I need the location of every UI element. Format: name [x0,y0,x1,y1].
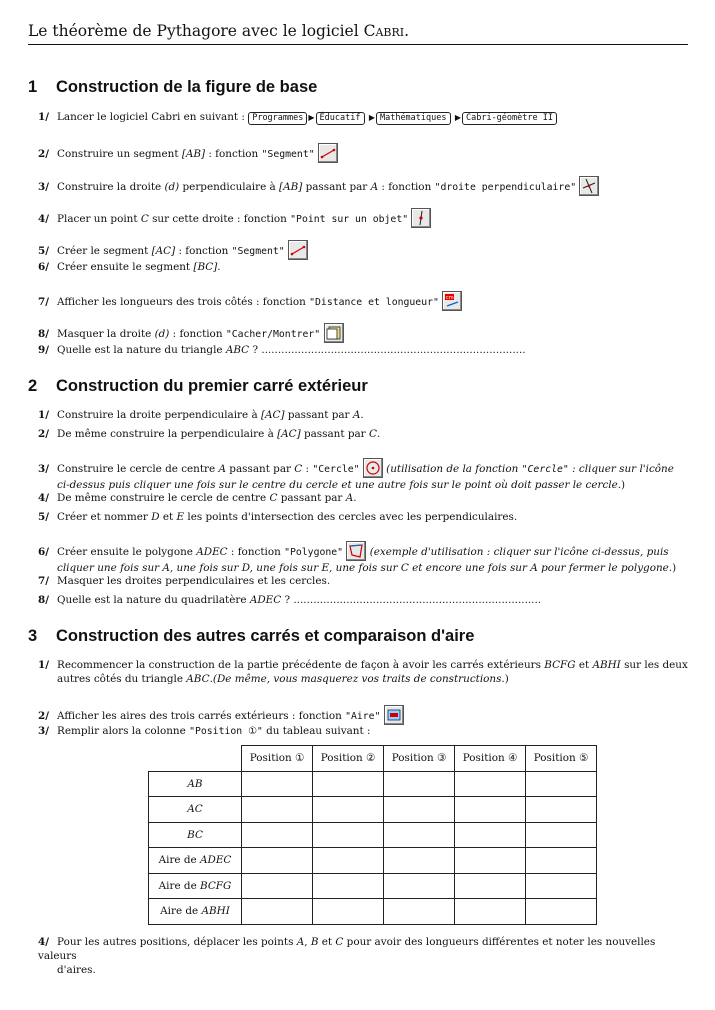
svg-text:cm: cm [446,295,454,301]
column-header: Position ⑤ [526,746,597,772]
row-label: BC [149,822,242,848]
table-cell[interactable] [384,822,455,848]
table-cell[interactable] [384,771,455,797]
row-label: Aire de ABHI [149,899,242,925]
table-cell[interactable] [384,797,455,823]
table-cell[interactable] [313,822,384,848]
table-cell[interactable] [455,848,526,874]
polygon-icon [346,541,366,561]
s1-item-2: 2/ Construire un segment [AB] : fonction "Segment" [38,143,688,163]
s1-item-9: 9/ Quelle est la nature du triangle ABC ? ................................................................................ [38,344,526,356]
s2-item-1: 1/ Construire la droite perpendiculaire à [AC] passant par A. [38,409,364,421]
section-2-title: 2 Construction du premier carré extérieur [28,377,368,395]
table-cell[interactable] [455,899,526,925]
table-cell[interactable] [313,873,384,899]
table-cell[interactable] [384,873,455,899]
table-cell[interactable] [242,873,313,899]
distance-length-icon [442,291,462,311]
column-header: Position ① [242,746,313,772]
section-3-title: 3 Construction des autres carrés et comparaison d'aire [28,627,475,645]
s1-item-5: 5/ Créer le segment [AC] : fonction "Segment" [38,240,688,260]
table-cell[interactable] [455,797,526,823]
table-cell[interactable] [242,822,313,848]
table-cell[interactable] [455,873,526,899]
table-cell[interactable] [526,899,597,925]
s2-item-3: 3/ Construire le cercle de centre A passant par C : "Cercle" (utilisation de la fonction "Cercle" : cliquer sur l'icône ci-dessus puis cliquer une fois sur le centre du cercle et une autre fois sur le point où doit passer le cercle.) [38,458,688,492]
s1-item-1: 1/ Lancer le logiciel Cabri en suivant : Programmes ▶ Éducatif ▶ Mathématiques ▶ Cabri-géomètre II [38,110,688,125]
section-1-title: 1 Construction de la figure de base [28,78,318,96]
column-header: Position ④ [455,746,526,772]
table-cell[interactable] [242,771,313,797]
results-table [148,745,597,925]
table-cell[interactable] [526,873,597,899]
table-cell[interactable] [526,797,597,823]
row-label: Aire de BCFG [149,873,242,899]
table-cell[interactable] [313,848,384,874]
table-cell[interactable] [313,797,384,823]
table-row [149,848,597,874]
table-cell[interactable] [242,848,313,874]
s1-item-4: 4/ Placer un point C sur cette droite : fonction "Point sur un objet" [38,208,688,228]
s2-item-6: 6/ Créer ensuite le polygone ADEC : fonction "Polygone" (exemple d'utilisation : cliquer sur l'icône ci-dessus, puis cliquer une fois sur A, une fois sur D, une fois sur E, une fois sur C et encore une fois sur A pour fermer le polygone.) [38,541,688,575]
s1-item-7: 7/ Afficher les longueurs des trois côtés : fonction "Distance et longueur" cm [38,291,688,311]
s2-item-5: 5/ Créer et nommer D et E les points d'intersection des cercles avec les perpendiculaires. [38,511,518,523]
table-cell[interactable] [455,822,526,848]
segment-icon [318,143,338,163]
perpendicular-line-icon [579,176,599,196]
point-on-object-icon [411,208,431,228]
row-label: AC [149,797,242,823]
table-cell[interactable] [242,797,313,823]
s1-item-3: 3/ Construire la droite (d) perpendiculaire à [AB] passant par A : fonction "droite perpendiculaire" [38,176,688,196]
menu-mathematiques: Mathématiques [376,112,451,125]
s3-item-3: 3/ Remplir alors la colonne "Position ①" du tableau suivant : [38,725,371,737]
table-cell[interactable] [313,899,384,925]
s1-item-8: 8/ Masquer la droite (d) : fonction "Cacher/Montrer" [38,323,688,343]
page-header: Le théorème de Pythagore avec le logiciel Cabri. [28,22,688,45]
table-cell[interactable] [384,848,455,874]
area-icon [384,705,404,725]
table-cell[interactable] [526,822,597,848]
row-label: AB [149,771,242,797]
menu-educatif: Éducatif [316,112,365,125]
segment-icon [288,240,308,260]
table-row [149,771,597,797]
cabri-name: Cabri [363,22,405,40]
s2-item-2: 2/ De même construire la perpendiculaire à [AC] passant par C. [38,428,381,440]
table-row [149,797,597,823]
circle-icon [363,458,383,478]
table-cell[interactable] [455,771,526,797]
s3-item-1: 1/ Recommencer la construction de la partie précédente de façon à avoir les carrés extérieurs BCFG et ABHI sur les deux autres côtés du triangle ABC.(De même, vous masquerez vos traits de constructions.) [38,659,688,685]
table-header-row [149,746,597,772]
table-row [149,873,597,899]
hide-show-icon [324,323,344,343]
column-header: Position ② [313,746,384,772]
table-cell[interactable] [313,771,384,797]
table-cell[interactable] [526,848,597,874]
s3-item-2: 2/ Afficher les aires des trois carrés extérieurs : fonction "Aire" [38,705,688,725]
column-header: Position ③ [384,746,455,772]
menu-cabri-geometre: Cabri-géomètre II [462,112,557,125]
s2-item-7: 7/ Masquer les droites perpendiculaires et les cercles. [38,575,331,587]
s1-item-6: 6/ Créer ensuite le segment [BC]. [38,261,221,273]
table-row [149,899,597,925]
s2-item-8: 8/ Quelle est la nature du quadrilatère ADEC ? ........................................................................... [38,594,542,606]
table-row [149,822,597,848]
table-cell[interactable] [242,899,313,925]
s2-item-4: 4/ De même construire le cercle de centre C passant par A. [38,492,357,504]
menu-programmes: Programmes [248,112,307,125]
table-cell[interactable] [526,771,597,797]
row-label: Aire de ADEC [149,848,242,874]
table-cell[interactable] [384,899,455,925]
s3-item-4: 4/ Pour les autres positions, déplacer les points A, B et C pour avoir des longueurs différentes et noter les nouvelles valeurs d'aires. [38,936,656,976]
